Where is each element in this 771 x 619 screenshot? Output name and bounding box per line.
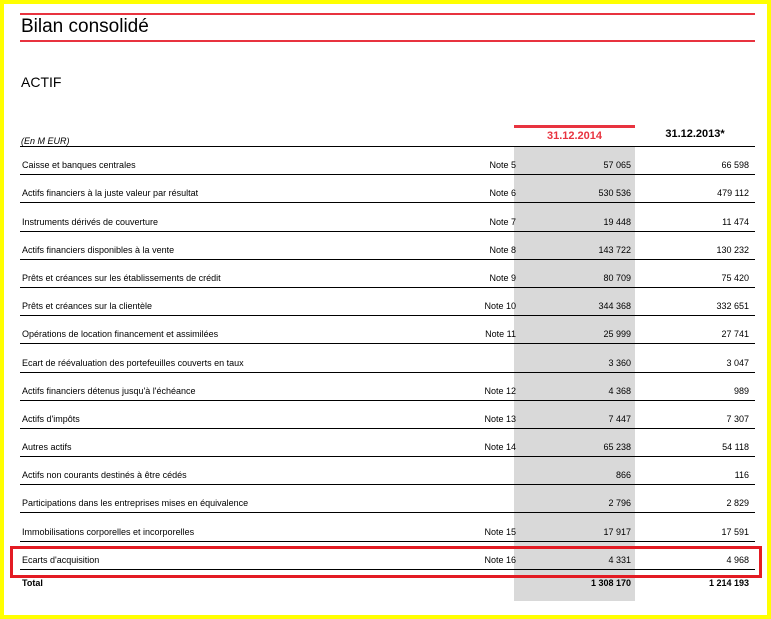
row-label: Ecart de réévaluation des portefeuilles couverts en taux — [22, 357, 244, 368]
row-value-2013: 27 741 — [721, 329, 749, 340]
row-value-2013: 54 118 — [722, 442, 749, 453]
row-note: Note 9 — [489, 272, 516, 283]
column-header-current: 31.12.2014 — [514, 125, 635, 144]
table-row — [20, 203, 755, 231]
row-note: Note 6 — [489, 188, 516, 199]
balance-sheet-table — [20, 147, 755, 594]
table-row — [20, 344, 755, 372]
row-label: Instruments dérivés de couverture — [22, 216, 159, 227]
table-row — [20, 401, 755, 429]
section-heading: ACTIF — [21, 74, 62, 90]
table-row — [20, 429, 755, 457]
row-value-2014: 4 331 — [608, 554, 631, 565]
row-note: Note 15 — [484, 526, 516, 537]
row-value-2014: 866 — [615, 470, 631, 481]
row-value-2013: 75 420 — [721, 272, 749, 283]
row-label: Autres actifs — [22, 442, 72, 453]
row-label: Actifs financiers disponibles à la vente — [22, 244, 175, 255]
table-row — [20, 316, 755, 344]
row-note: Note 14 — [484, 442, 516, 453]
unit-label: (En M EUR) — [21, 136, 70, 146]
row-label: Ecarts d'acquisition — [22, 554, 100, 565]
row-value-2013: 479 112 — [717, 188, 749, 199]
row-value-2013: 2 829 — [726, 498, 749, 509]
row-value-2013: 130 232 — [716, 244, 749, 255]
row-value-2014: 17 917 — [603, 526, 631, 537]
row-value-2013: 17 591 — [721, 526, 749, 537]
row-value-2014: 2 796 — [608, 498, 631, 509]
row-note: Note 10 — [484, 301, 516, 312]
total-label: Total — [22, 577, 43, 588]
row-value-2014: 65 238 — [603, 442, 631, 453]
row-value-2013: 116 — [734, 470, 749, 481]
table-row — [20, 175, 755, 203]
row-value-2014: 80 709 — [603, 272, 631, 283]
top-rule — [20, 13, 755, 15]
table-row — [20, 485, 755, 513]
row-note: Note 11 — [485, 329, 516, 340]
title-rule — [20, 40, 755, 42]
row-note: Note 5 — [489, 160, 516, 171]
row-label: Opérations de location financement et assimilées — [22, 329, 219, 340]
table-row — [20, 457, 755, 485]
row-value-2014: 19 448 — [603, 216, 631, 227]
row-label: Immobilisations corporelles et incorporelles — [22, 526, 195, 537]
row-note: Note 12 — [484, 385, 516, 396]
row-label: Caisse et banques centrales — [22, 160, 136, 171]
row-label: Actifs financiers détenus jusqu'à l'échéance — [22, 385, 196, 396]
row-label: Prêts et créances sur la clientèle — [22, 301, 153, 312]
row-note: Note 7 — [489, 216, 516, 227]
row-value-2013: 7 307 — [726, 413, 749, 424]
page-title: Bilan consolidé — [21, 16, 149, 37]
table-row — [20, 232, 755, 260]
row-label: Actifs non courants destinés à être cédés — [22, 470, 187, 481]
row-value-2014: 4 368 — [608, 385, 631, 396]
row-value-2014: 7 447 — [608, 413, 631, 424]
column-header-previous: 31.12.2013* — [665, 128, 725, 140]
row-value-2014: 344 368 — [598, 301, 631, 312]
row-label: Participations dans les entreprises mises en équivalence — [22, 498, 249, 509]
row-value-2014: 143 722 — [598, 244, 631, 255]
row-value-2014: 57 065 — [603, 160, 631, 171]
row-note: Note 8 — [489, 244, 516, 255]
row-value-2013: 3 047 — [726, 357, 749, 368]
table-row — [20, 260, 755, 288]
row-note: Note 16 — [484, 554, 516, 565]
row-note: Note 13 — [484, 413, 516, 424]
row-value-2013: 4 968 — [726, 554, 749, 565]
table-row — [20, 513, 755, 541]
row-label: Actifs financiers à la juste valeur par résultat — [22, 188, 199, 199]
table-row — [20, 288, 755, 316]
highlight-box — [10, 546, 762, 578]
row-value-2013: 11 474 — [722, 216, 749, 227]
row-value-2013: 66 598 — [721, 160, 749, 171]
row-label: Prêts et créances sur les établissements de crédit — [22, 272, 221, 283]
total-value-2013: 1 214 193 — [708, 577, 749, 588]
table-row — [20, 147, 755, 175]
row-value-2013: 332 651 — [716, 301, 749, 312]
table-row — [20, 373, 755, 401]
row-value-2014: 25 999 — [603, 329, 631, 340]
row-value-2014: 530 536 — [598, 188, 631, 199]
row-value-2013: 989 — [733, 385, 749, 396]
total-value-2014: 1 308 170 — [590, 577, 631, 588]
row-label: Actifs d'impôts — [22, 413, 80, 424]
row-value-2014: 3 360 — [608, 357, 631, 368]
